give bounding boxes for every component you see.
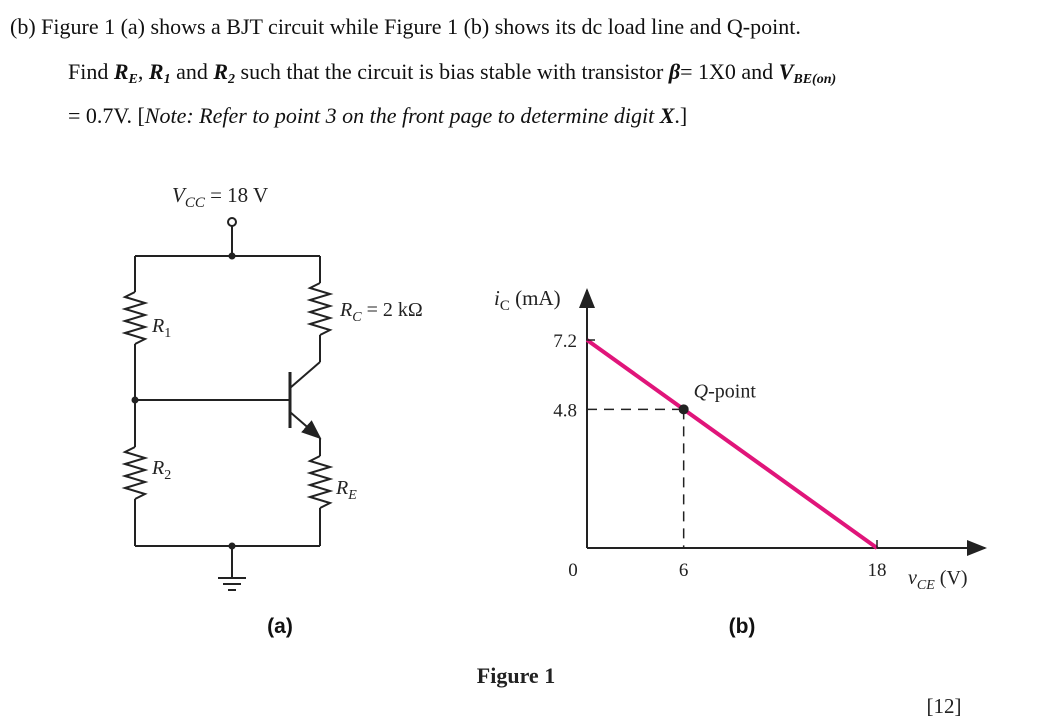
re-resistor: [310, 456, 330, 508]
bjt-circuit: [125, 218, 330, 590]
r1-resistor: [125, 292, 145, 344]
load-line-series: [587, 340, 877, 548]
y-tick-label: 4.8: [553, 400, 577, 422]
caption-a: (a): [267, 615, 293, 638]
vcc-terminal: [228, 218, 236, 226]
figure-caption: Figure 1: [476, 663, 556, 688]
caption-b: (b): [728, 615, 756, 638]
question-text: and: [170, 59, 214, 84]
question-intro: (b) Figure 1 (a) shows a BJT circuit while Figure 1 (b) shows its dc load line and Q-point.: [10, 14, 801, 39]
qpoint-label: Q-point: [693, 380, 756, 403]
rc-label: $R_C = 2$ kΩ: [340, 299, 423, 325]
r1-label: $R_1$: [152, 315, 172, 341]
load-line-chart: [494, 286, 985, 638]
npn-transistor-icon: [290, 362, 320, 438]
x-tick-label: 6: [678, 560, 689, 581]
question-text: = 0.7V. [: [68, 103, 145, 128]
vcc-label: $V_{CC} = 18$ V: [172, 183, 269, 211]
question-text: ,: [137, 59, 149, 84]
qpoint-marker: [679, 404, 689, 414]
question-text: .]: [674, 103, 688, 128]
note-text: Note: Refer to point 3 on the front page to determine digit: [144, 103, 660, 128]
beta-symbol: β: [668, 59, 681, 84]
x-axis-label: $v_{CE}$ (V): [908, 567, 968, 593]
y-tick-label: 7.2: [553, 331, 577, 352]
question-text: Find: [68, 59, 114, 84]
r2-label: $R_2$: [152, 457, 172, 483]
qpoint-label-rest: -point: [708, 380, 756, 403]
r2-symbol: R2: [213, 59, 236, 87]
x-tick-label: 18: [867, 560, 887, 581]
beta-value: = 1X0 and: [680, 59, 779, 84]
r2-resistor: [125, 447, 145, 499]
ground-icon: [218, 546, 246, 590]
r1-symbol: R1: [148, 59, 171, 87]
x-tick-label: 0: [568, 560, 578, 581]
rc-resistor: [310, 283, 330, 335]
y-axis-label: $i_C$ (mA): [494, 286, 561, 314]
digit-x: X: [659, 103, 675, 128]
vbe-symbol: VBE(on): [778, 59, 837, 87]
re-symbol: RE: [113, 59, 138, 87]
re-label: $R_E$: [336, 477, 357, 503]
marks-label: [12]: [926, 694, 962, 718]
question-text: such that the circuit is bias stable with transistor: [235, 59, 669, 84]
